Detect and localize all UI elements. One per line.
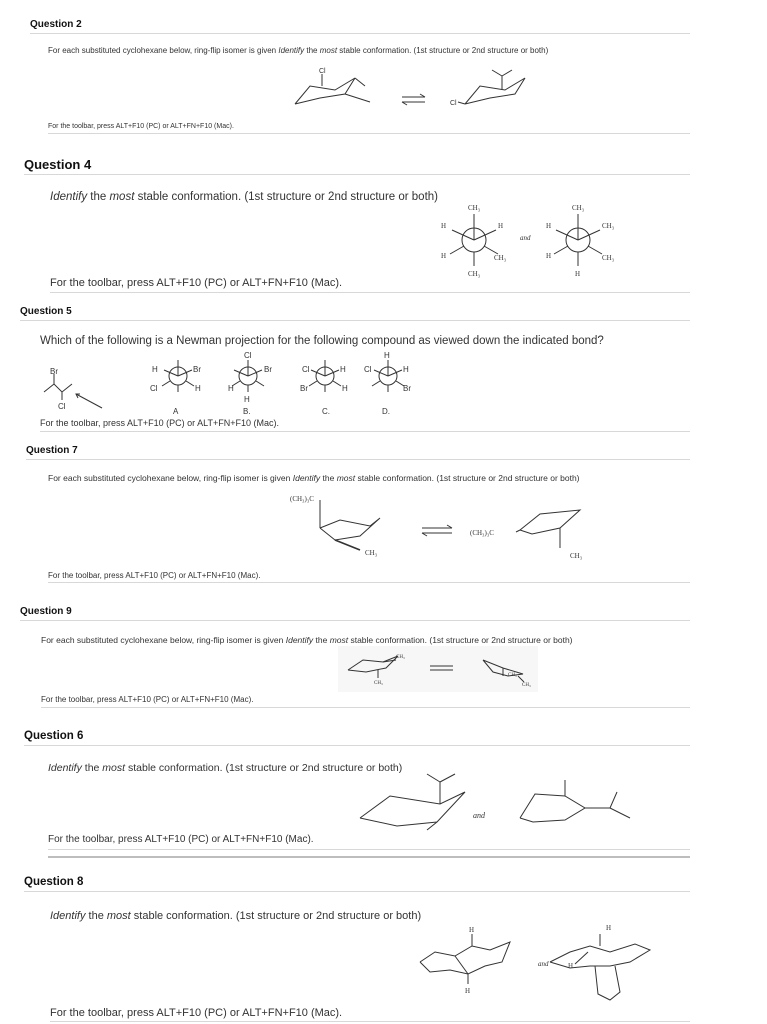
option-a-label: A (173, 407, 179, 416)
question-4-toolbar-rule (50, 292, 690, 293)
question-4-divider (24, 174, 690, 175)
svg-text:CH₃: CH₃ (396, 655, 405, 660)
svg-text:H: H (498, 222, 504, 230)
svg-text:CH₃: CH₃ (508, 673, 517, 678)
question-5-toolbar-hint: For the toolbar, press ALT+F10 (PC) or ALT+FN+F10 (Mac). (40, 418, 280, 428)
question-6-structures (355, 770, 645, 834)
svg-text:H: H (228, 384, 234, 393)
question-5-figures (36, 348, 416, 418)
svg-text:H: H (546, 222, 552, 230)
question-7-toolbar-hint: For the toolbar, press ALT+F10 (PC) or ALT+FN+F10 (Mac). (48, 571, 261, 580)
svg-text:Cl: Cl (150, 384, 158, 393)
question-5-title: Question 5 (20, 306, 72, 317)
chair-1 (295, 78, 355, 104)
option-b-label: B. (243, 407, 251, 416)
svg-text:CH₃: CH₃ (468, 204, 481, 212)
question-4-title: Question 4 (24, 157, 92, 172)
option-c-label: C. (322, 407, 330, 416)
svg-text:H: H (340, 365, 346, 374)
question-7-divider (26, 459, 690, 460)
question-9-title: Question 9 (20, 606, 72, 617)
question-9-toolbar-hint: For the toolbar, press ALT+F10 (PC) or ALT+FN+F10 (Mac). (41, 695, 254, 704)
svg-text:Br: Br (50, 367, 58, 376)
question-6-prompt: Identify the most stable conformation. (1st structure or 2nd structure or both) (48, 762, 403, 774)
and-label: and (520, 234, 531, 242)
svg-text:CH₃: CH₃ (572, 204, 585, 212)
svg-text:CH₃: CH₃ (602, 254, 615, 262)
svg-text:H: H (568, 962, 574, 970)
svg-text:Br: Br (403, 384, 411, 393)
question-8-toolbar-rule (50, 1021, 690, 1022)
svg-text:H: H (244, 395, 250, 404)
compound-skeleton (44, 384, 72, 392)
question-9-structures (338, 646, 538, 692)
svg-text:Cl: Cl (244, 351, 252, 360)
question-8-structures (410, 922, 670, 1002)
svg-text:Br: Br (264, 365, 272, 374)
question-7-structures (280, 490, 600, 566)
question-8-prompt: Identify the most stable conformation. (1st structure or 2nd structure or both) (50, 910, 422, 922)
question-2-toolbar-rule (48, 133, 690, 134)
question-6-editor-toolbar-strip (48, 856, 690, 858)
question-2-prompt: For each substituted cyclohexane below, ring-flip isomer is given Identify the most stable conformation. (1st structure or 2nd structure or both) (48, 46, 549, 55)
svg-text:H: H (465, 987, 471, 995)
question-6-divider (24, 745, 690, 746)
svg-text:(CH₃)₃C: (CH₃)₃C (470, 529, 494, 537)
question-5-toolbar-rule (40, 431, 690, 432)
question-5-divider (20, 320, 690, 321)
svg-text:(CH₃)₃C: (CH₃)₃C (290, 495, 314, 503)
svg-text:Br: Br (300, 384, 308, 393)
question-7-title: Question 7 (26, 445, 78, 456)
question-6-title: Question 6 (24, 730, 84, 742)
question-6-toolbar-rule (48, 849, 690, 850)
question-9-prompt: For each substituted cyclohexane below, ring-flip isomer is given Identify the most stable conformation. (1st structure or 2nd structure or both) (41, 635, 573, 645)
cl-label-top: Cl (319, 68, 326, 75)
svg-text:H: H (606, 924, 612, 932)
svg-text:H: H (403, 365, 409, 374)
question-2-structures (280, 64, 550, 116)
question-8-title: Question 8 (24, 876, 84, 888)
question-7-toolbar-rule (48, 582, 690, 583)
question-6-toolbar-hint: For the toolbar, press ALT+F10 (PC) or ALT+FN+F10 (Mac). (48, 834, 314, 845)
svg-text:H: H (441, 222, 447, 230)
svg-text:H: H (469, 926, 475, 934)
and-label: and (538, 960, 549, 968)
svg-text:Br: Br (193, 365, 201, 374)
svg-text:Cl: Cl (58, 402, 66, 411)
svg-text:H: H (195, 384, 201, 393)
svg-text:Cl: Cl (302, 365, 310, 374)
question-4-toolbar-hint: For the toolbar, press ALT+F10 (PC) or ALT+FN+F10 (Mac). (50, 277, 343, 289)
chair-2 (465, 78, 525, 104)
svg-text:H: H (441, 252, 447, 260)
and-label: and (473, 811, 485, 820)
option-d-label: D. (382, 407, 390, 416)
svg-text:CH₃: CH₃ (468, 270, 481, 278)
svg-text:CH₃: CH₃ (494, 254, 507, 262)
question-8-toolbar-hint: For the toolbar, press ALT+F10 (PC) or ALT+FN+F10 (Mac). (50, 1007, 343, 1019)
question-4-newman-projections (438, 198, 658, 286)
svg-text:CH₃: CH₃ (522, 683, 531, 688)
question-5-prompt: Which of the following is a Newman projection for the following compound as viewed down the indicated bond? (40, 335, 604, 347)
question-2-divider (30, 33, 690, 34)
question-9-divider (20, 620, 690, 621)
question-9-toolbar-rule (41, 707, 690, 708)
question-2-title: Question 2 (30, 19, 82, 30)
svg-text:Cl: Cl (364, 365, 372, 374)
question-4-prompt: Identify the most stable conformation. (1st structure or 2nd structure or both) (50, 191, 439, 203)
question-2-toolbar-hint: For the toolbar, press ALT+F10 (PC) or ALT+FN+F10 (Mac). (48, 123, 234, 130)
svg-text:H: H (384, 351, 390, 360)
svg-text:CH₃: CH₃ (602, 222, 615, 230)
question-8-divider (24, 891, 690, 892)
svg-text:CH₃: CH₃ (365, 549, 378, 557)
svg-text:H: H (152, 365, 158, 374)
cl-label-left: Cl (450, 100, 457, 107)
svg-text:H: H (342, 384, 348, 393)
svg-text:H: H (575, 270, 581, 278)
svg-text:CH₃: CH₃ (374, 681, 383, 686)
question-7-prompt: For each substituted cyclohexane below, ring-flip isomer is given Identify the most stable conformation. (1st structure or 2nd structure or both) (48, 473, 580, 483)
svg-text:CH₃: CH₃ (570, 552, 583, 560)
svg-text:H: H (546, 252, 552, 260)
